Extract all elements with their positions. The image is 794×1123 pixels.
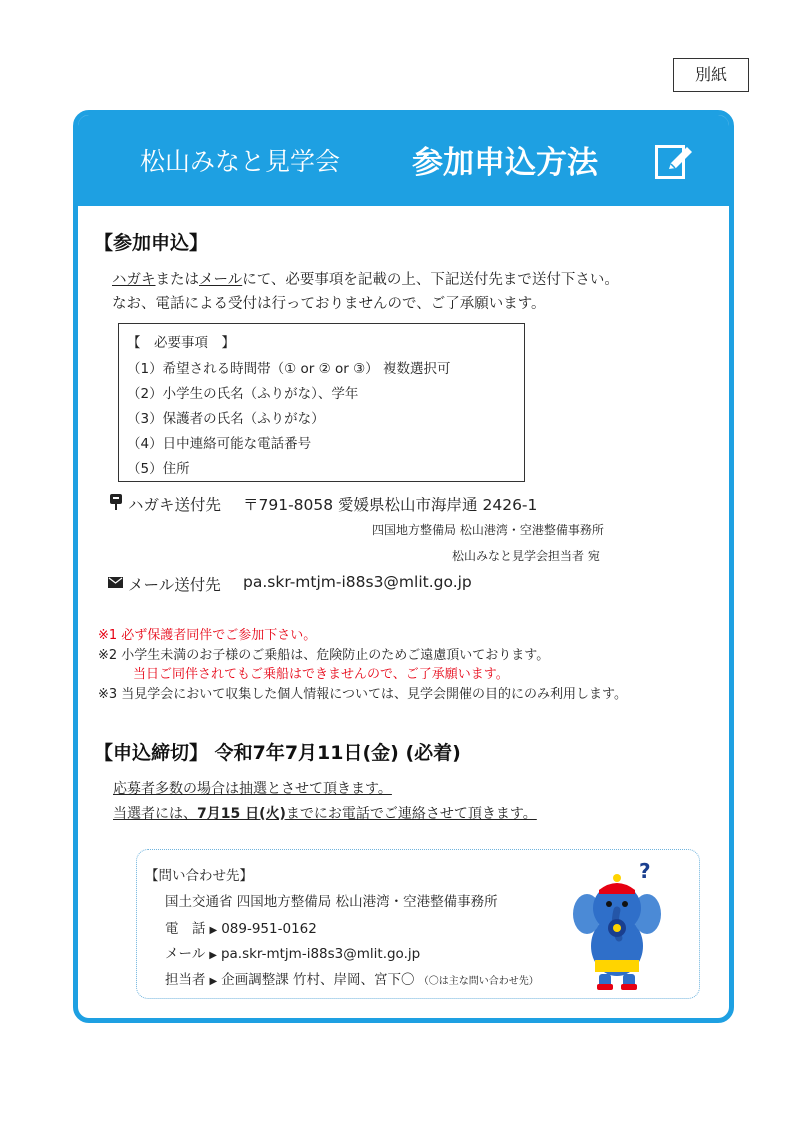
postcard-office: 四国地方整備局 松山港湾・空港整備事務所 <box>372 523 604 537</box>
header-subtitle: 松山みなと見学会 <box>140 147 341 176</box>
tel-number[interactable]: 089-951-0162 <box>221 921 317 937</box>
postcard-address: 〒791-8058 愛媛県松山市海岸通 2426-1 <box>243 496 538 514</box>
contact-org: 国土交通省 四国地方整備局 松山港湾・空港整備事務所 <box>165 894 498 910</box>
contact-tel-row <box>165 917 317 937</box>
svg-text:?: ? <box>639 859 651 883</box>
deadline-line2 <box>113 803 537 823</box>
tel-label: 電 話 <box>165 921 206 937</box>
required-item: （3）保護者の氏名（ふりがな） <box>127 411 325 427</box>
contact-email[interactable]: pa.skr-mtjm-i88s3@mlit.go.jp <box>220 946 421 962</box>
postcard-word: ハガキ <box>112 272 156 288</box>
instruction-rest: にて、必要事項を記載の上、下記送付先まで送付下さい。 <box>242 272 619 288</box>
apply-instruction-line1 <box>112 268 619 289</box>
contact-heading: 【問い合わせ先】 <box>145 868 253 884</box>
deadline-heading: 【申込締切】 令和7年7月11日(金) (必着) <box>94 742 461 764</box>
header-bar <box>78 115 729 206</box>
person-label: 担当者 <box>165 972 206 988</box>
deadline-line2-c: までにお電話でご連絡させて頂きます。 <box>285 806 537 822</box>
email-label: メール送付先 <box>128 576 221 594</box>
header-title: 参加申込方法 <box>412 145 598 181</box>
note-2: ※2 小学生未満のお子様のご乗船は、危険防止のためご遠慮頂いております。 <box>98 648 550 663</box>
apply-heading: 【参加申込】 <box>94 232 209 254</box>
triangle-right-icon: ▶ <box>209 976 218 987</box>
postcard-attention: 松山みなと見学会担当者 宛 <box>452 549 600 563</box>
required-items-box <box>118 323 525 482</box>
annex-label: 別紙 <box>673 58 749 92</box>
notification-date: 7月15 日(火) <box>197 806 286 822</box>
main-panel <box>73 110 734 1023</box>
required-title: 【 必要事項 】 <box>127 335 235 351</box>
deadline-line2-a: 当選者には、 <box>113 806 197 822</box>
email-word: メール <box>199 272 243 288</box>
postbox-icon <box>109 493 123 511</box>
contact-mail-row <box>165 942 420 962</box>
contact-person-row <box>165 968 539 988</box>
elephant-mascot-icon <box>569 856 665 992</box>
postcard-label: ハガキ送付先 <box>128 496 222 514</box>
required-item: （1）希望される時間帯（① or ② or ③） 複数選択可 <box>127 361 451 377</box>
triangle-right-icon: ▶ <box>209 950 217 961</box>
deadline-line1: 応募者多数の場合は抽選とさせて頂きます。 <box>113 781 392 797</box>
edit-icon <box>653 139 697 183</box>
mail-label: メール <box>165 946 206 962</box>
note-3: ※3 当見学会において収集した個人情報については、見学会開催の目的にのみ利用します。 <box>98 687 627 702</box>
required-item: （5）住所 <box>127 461 190 477</box>
person-names: 企画調整課 竹村、岸岡、宮下〇 <box>221 972 415 988</box>
mail-icon <box>108 577 123 588</box>
or-word: または <box>155 272 199 288</box>
contact-box <box>136 849 700 999</box>
note-2b: 当日ご同伴されてもご乗船はできませんので、ご了承願います。 <box>133 667 509 682</box>
triangle-right-icon: ▶ <box>209 925 218 936</box>
apply-instruction-line2: なお、電話による受付は行っておりませんので、ご了承願います。 <box>112 296 546 312</box>
required-item: （2）小学生の氏名（ふりがな）、学年 <box>127 386 359 402</box>
person-note: （〇は主な問い合わせ先） <box>418 976 539 987</box>
email-address[interactable]: pa.skr-mtjm-i88s3@mlit.go.jp <box>243 573 472 591</box>
note-1: ※1 必ず保護者同伴でご参加下さい。 <box>98 628 317 643</box>
required-item: （4）日中連絡可能な電話番号 <box>127 436 312 452</box>
